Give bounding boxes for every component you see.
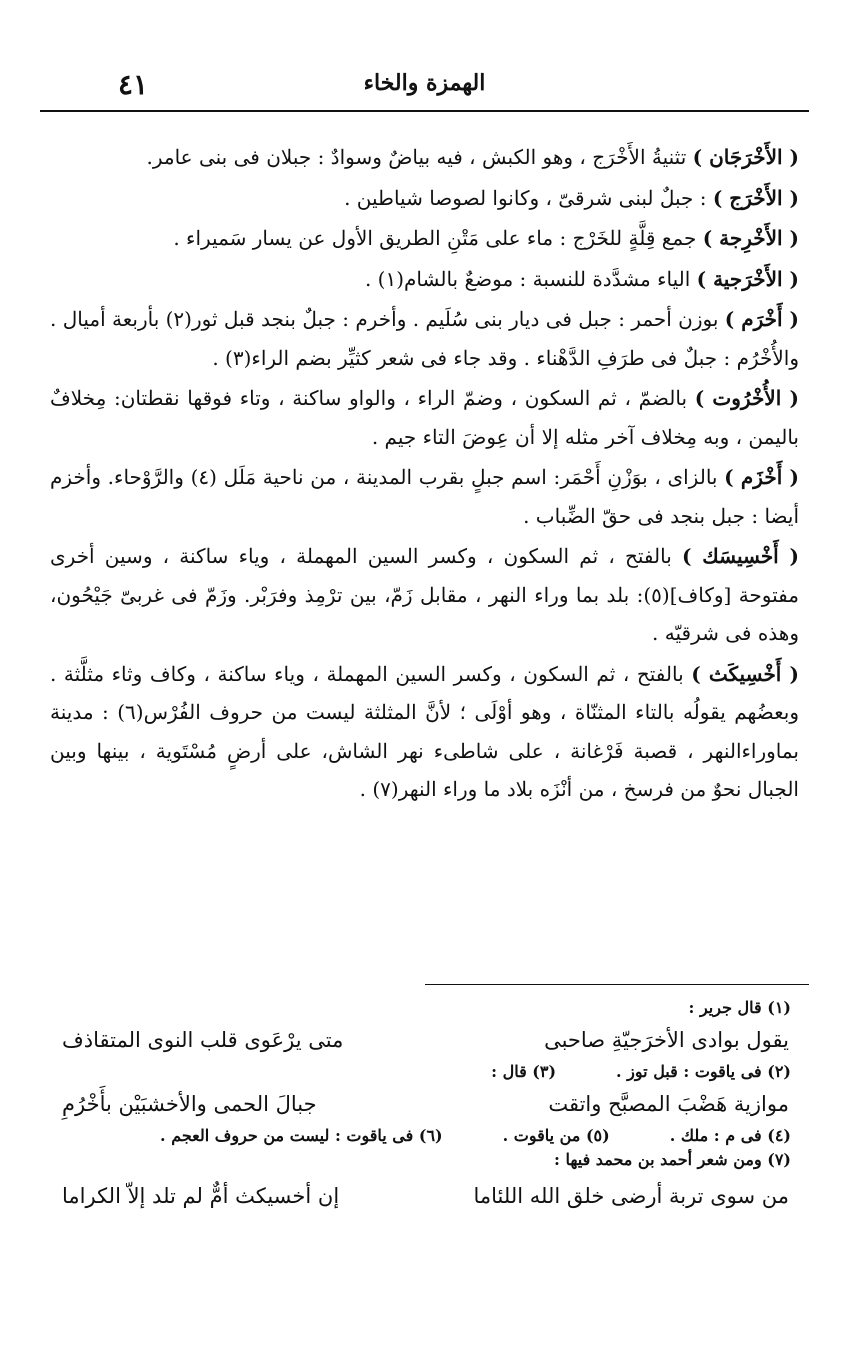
entry-headword: ( الأُخْرُوت ) [694, 386, 800, 410]
footnote-3-verse [60, 1084, 791, 1124]
entry-definition: جمع قِلَّةٍ للخَرْج : ماء على مَتْنِ الطريق الأول عن يسار سَميراء . [173, 226, 703, 250]
entry-headword: ( أَخْرَم ) [724, 307, 799, 331]
footnote-3-label: (٣) قال : [491, 1062, 557, 1081]
entry-definition: : جبلٌ لبنى شرقىّ ، وكانوا لصوصا شياطين . [344, 185, 713, 210]
entry-akhrut [50, 379, 799, 456]
entry-definition: بوزن أحمر : جبل فى ديار بنى سُلَيم . وأخرم : جبلٌ بنجد قبل ثور(٢) بأربعة أميال . والأُخْرُم : جبلٌ فى طرَفِ الدَّهْناء . وقد جاء فى شعر كثيِّر بضم الراء(٣) . [50, 307, 799, 370]
entry-akhsikath [50, 655, 799, 809]
main-text [50, 138, 799, 811]
verse-hemistich-right: يقول بوادى الأخرَجيّةِ صاحبى [544, 1028, 789, 1052]
running-header [40, 62, 809, 106]
footnote-1-verse [60, 1020, 791, 1060]
entry-definition: الياء مشدَّدة للنسبة : موضعٌ بالشام(١) . [364, 266, 697, 291]
footnote-2-3-row [60, 1060, 791, 1084]
entry-headword: ( الأَخْرَجية ) [696, 266, 799, 291]
footnote-6: (٦) فى ياقوت : ليست من حروف العجم . [160, 1126, 443, 1145]
entry-definition: بالفتح ، ثم السكون ، وكسر السين المهملة ، وياء ساكنة ، وسين أخرى مفتوحة [وكاف](٥): بلد بما وراء النهر ، مقابل زَمّ، بين ترْمِذ وفرَبْر. وزَمّ فى غربىّ جَيْحُون، وهذه فى شرقيّه . [50, 544, 799, 645]
footnote-4-5-6-row [60, 1124, 791, 1148]
footnote-7-label: (٧) ومن شعر أحمد بن محمد فيها : [554, 1150, 791, 1169]
entry-headword: ( الأَخْرَج ) [712, 185, 799, 210]
entry-headword: ( الأَخْرَجَان ) [692, 145, 799, 169]
footnote-7 [60, 1148, 791, 1216]
entry-akhrajan [50, 138, 799, 177]
entry-headword: ( أَخْسِيسَك ) [681, 544, 799, 568]
verse-hemistich-left: إن أخسيكث أمٌّ لم تلد إلاّ الكراما [62, 1184, 340, 1208]
entry-akhrajiya [50, 260, 799, 299]
header-rule [40, 110, 809, 112]
entry-akhzam [50, 458, 799, 535]
entry-definition: بالضمّ ، ثم السكون ، وضمّ الراء ، والواو ساكنة ، وتاء فوقها نقطتان: مِخلافٌ باليمن ، وبه مِخلاف آخر مثله إلا أن عِوضَ التاء جيم . [50, 386, 799, 449]
entry-definition: بالزاى ، بوَزْنِ أَحْمَر: اسم جبلٍ بقرب المدينة ، من ناحية مَلَل (٤) والرَّوْحاء. وأخزم أيضا : جبل بنجد فى حقّ الضِّباب . [50, 465, 799, 528]
footnote-1-label: (١) قال جرير : [688, 998, 791, 1017]
footnote-7-verse [60, 1176, 791, 1216]
entry-definition: تثنيةُ الأَخْرَج ، وهو الكبش ، فيه بياضٌ وسوادٌ : جبلان فى بنى عامر. [146, 145, 693, 169]
entry-akhsisak [50, 537, 799, 653]
footnote-rule [425, 984, 809, 985]
verse-hemistich-left: جبالَ الحمى والأخشبَيْن بأَخْرُمِ [62, 1092, 317, 1116]
entry-headword: ( الأَخْرِجة ) [702, 226, 799, 250]
footnote-2: (٢) فى ياقوت : قبل توز . [616, 1062, 791, 1081]
page-number: ٤١ [118, 68, 149, 101]
verse-hemistich-left: متى يرْعَوى قلب النوى المتقاذف [62, 1028, 344, 1052]
entry-akhram [50, 300, 799, 377]
footnote-4: (٤) فى م : ملك . [669, 1126, 791, 1145]
entry-definition: بالفتح ، ثم السكون ، وكسر السين المهملة ، وياء ساكنة ، وكاف وثاء مثلَّثة . وبعضُهم يقولُه بالتاء المثنّاة ، وهو أوْلَى ؛ لأنَّ المثلثة ليست من حروف الفُرْس(٦) : مدينة بماوراءالنهر ، قصبة فَرْغانة ، على شاطىء نهر الشاش، على أرضٍ مُسْتَوية ، بينها وبين الجبال نحوٌ من فرسخ ، من أنْزَه بلاد ما وراء النهر(٧) . [50, 661, 799, 801]
verse-hemistich-right: موازية هَضْبَ المصبَّح واتقت [548, 1092, 789, 1116]
footnote-5: (٥) من ياقوت . [502, 1126, 610, 1145]
running-title: الهمزة والخاء [363, 70, 486, 96]
entry-akhrija [50, 219, 799, 258]
verse-hemistich-right: من سوى تربة أرضى خلق الله اللئاما [473, 1184, 789, 1208]
entry-headword: ( أَخْزَم ) [724, 465, 800, 489]
entry-headword: ( أَخْسِيكَث ) [691, 661, 799, 686]
footnotes [60, 996, 791, 1216]
entry-akhraj [50, 179, 799, 218]
